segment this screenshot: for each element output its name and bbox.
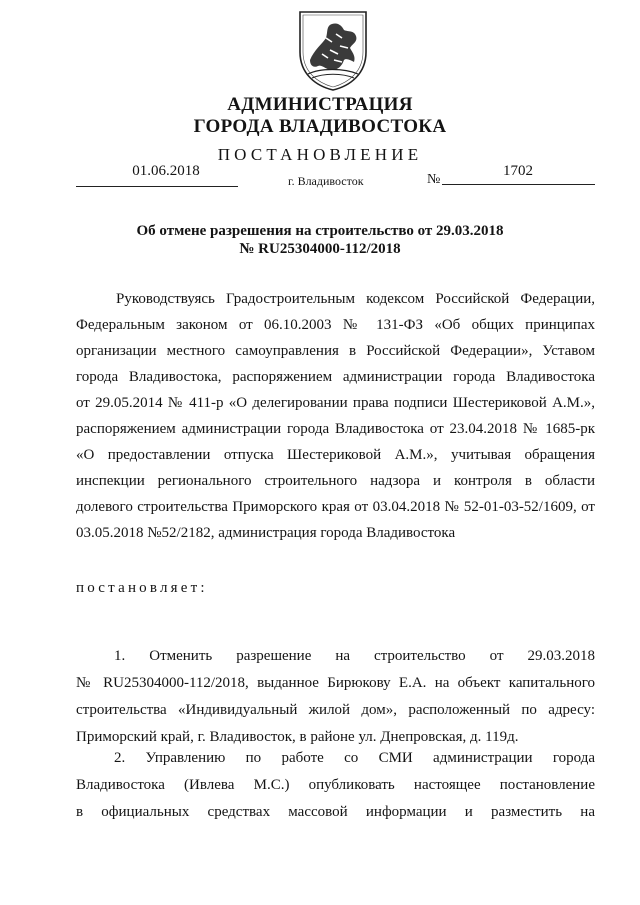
- item-line: Владивостока (Ивлева М.С.) опубликовать настоящее постановление: [76, 777, 595, 793]
- preamble-paragraph: [76, 286, 595, 556]
- preamble-line: Федеральным законом от 06.10.2003 № 131-ФЗ «Об общих принципах: [76, 317, 595, 333]
- organization-name-line2: ГОРОДА ВЛАДИВОСТОКА: [193, 116, 447, 137]
- subject-line1: Об отмене разрешения на строительство от 29.03.2018: [136, 223, 504, 239]
- preamble-line: Руководствуясь Градостроительным кодексом Российской Федерации,: [116, 291, 595, 307]
- coat-of-arms-emblem: [296, 8, 370, 92]
- number-underline: [442, 184, 595, 185]
- decree-word: постановляет:: [76, 580, 208, 596]
- document-number: 1702: [503, 163, 533, 179]
- preamble-line: 03.05.2018 №52/2182, администрация города Владивостока: [76, 525, 456, 541]
- decree-item-2: [76, 745, 595, 829]
- preamble-line: города Владивостока, распоряжением администрации города Владивостока: [76, 369, 595, 385]
- decree-item-1: [76, 643, 595, 753]
- document-city: г. Владивосток: [288, 174, 364, 188]
- document-date: 01.06.2018: [132, 163, 200, 179]
- preamble-line: инспекции регионального строительного надзора и контроля в области: [76, 473, 595, 489]
- item-line: 1. Отменить разрешение на строительство от 29.03.2018: [114, 648, 595, 664]
- preamble-line: организации местного самоуправления в Российской Федерации», Уставом: [76, 343, 595, 359]
- preamble-line: от 29.05.2014 № 411-р «О делегировании права подписи Шестериковой А.М.»,: [76, 395, 595, 411]
- item-line: строительства «Индивидуальный жилой дом», расположенный по адресу:: [76, 702, 595, 718]
- document-type: ПОСТАНОВЛЕНИЕ: [217, 145, 423, 164]
- organization-name-line1: АДМИНИСТРАЦИЯ: [227, 94, 413, 115]
- date-underline: [76, 186, 238, 187]
- item-line: 2. Управлению по работе со СМИ администрации города: [114, 750, 595, 766]
- preamble-line: распоряжением администрации города Владивостока от 23.04.2018 № 1685-рк: [76, 421, 595, 437]
- number-label: №: [427, 172, 441, 187]
- item-line: в официальных средствах массовой информации и разместить на: [76, 804, 595, 820]
- item-line: Приморский край, г. Владивосток, в районе ул. Днепровская, д. 119д.: [76, 729, 519, 745]
- preamble-line: долевого строительства Приморского края от 03.04.2018 № 52-01-03-52/1609, от: [76, 499, 595, 515]
- subject-line2: № RU25304000-112/2018: [239, 241, 401, 257]
- item-line: № RU25304000-112/2018, выданное Бирюкову Е.А. на объект капитального: [76, 675, 595, 691]
- preamble-line: «О предоставлении отпуска Шестериковой А.М.», учитывая обращения: [76, 447, 595, 463]
